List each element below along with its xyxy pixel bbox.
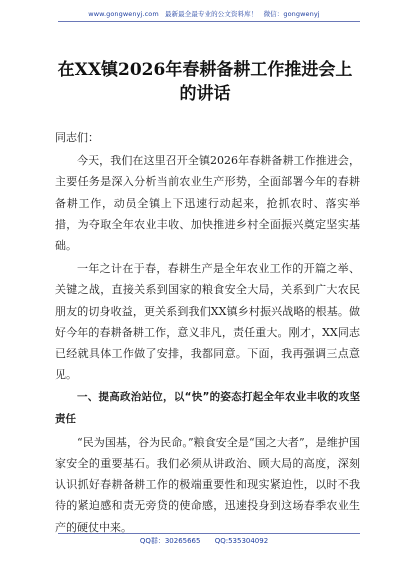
document-body [55,127,360,538]
site-url[interactable]: www.gongwenyj.com [88,10,159,18]
qq-number: QQ:535304092 [214,537,269,545]
header-banner [0,9,408,18]
section-heading: 一、提高政治站位，以“快”的姿态打起全年农业丰收的攻坚责任 [55,391,360,425]
paragraph: “民为国基，谷为民命。”粮食安全是“国之大者”，是维护国家安全的重要基石。我们必须从讲政治、顾大局的高度，深刻认识抓好春耕备耕工作的极端重要性和现实紧迫性，以时不我待的紧迫感和责无旁贷的使命感，迅速投身到这场春季农业生产的硬仗中来。 [55,435,360,534]
wechat-id: 微信：gongwenyj [263,10,320,18]
site-slogan: 最新最全最专业的公文资料库！ [164,10,258,18]
footer-divider [58,533,360,534]
document-title [40,58,370,106]
title-line-2: 的讲话 [179,84,231,104]
header-divider [58,21,360,22]
salutation: 同志们： [55,131,99,144]
paragraph: 一年之计在于春，春耕生产是全年农业工作的开篇之举、关键之战，直接关系到国家的粮食安全大局，关系到广大农民朋友的切身收益，更关系到我们XX镇乡村振兴战略的根基。做好今年的春耕备耕工作，意义非凡，责任重大。刚才，XX同志已经就具体工作做了安排，我都同意。下面，我再强调三点意见。 [55,262,360,382]
title-line-1: 在XX镇2026年春耕备耕工作推进会上 [57,60,353,80]
footer [0,536,408,546]
paragraph: 今天，我们在这里召开全镇2026年春耕备耕工作推进会，主要任务是深入分析当前农业生产形势，全面部署今年的春耕备耕工作，动员全镇上下迅速行动起来，抢抓农时、落实举措，为夺取全年农业丰收、加快推进乡村全面振兴奠定坚实基础。 [55,154,360,253]
qq-group: QQ群：30265665 [139,537,201,545]
